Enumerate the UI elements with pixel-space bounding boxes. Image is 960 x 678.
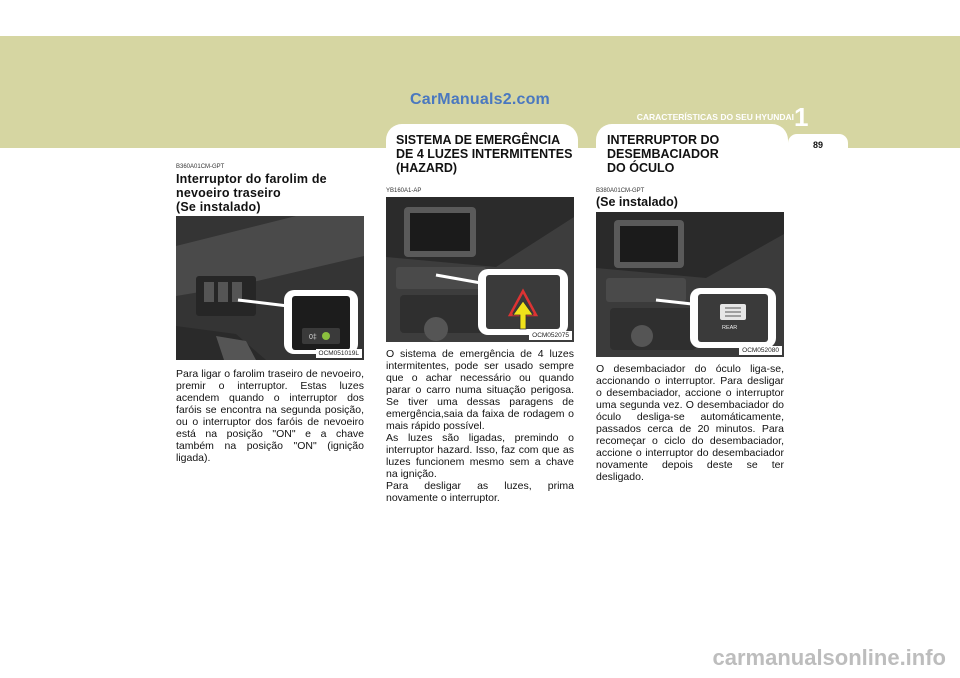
- watermark-top: CarManuals2.com: [410, 91, 550, 108]
- right-body-text: O desembaciador do óculo liga-se, accionando o interruptor. Para desligar o desembaciador, accione o interruptor uma segunda vez. O desembaciador do óculo desliga-se automáticamente, passados cerca de 20 minutos. Para recomeçar o ciclo do desembaciador, accione o interruptor do desembaciador novamente depois deste se ter desligado.: [596, 363, 784, 483]
- left-code: B360A01CM-GPT: [176, 164, 225, 170]
- page-tab: [788, 134, 848, 156]
- middle-photo: [386, 197, 574, 342]
- left-heading: Interruptor do farolim de nevoeiro traseiro (Se instalado): [176, 172, 327, 214]
- right-heading: (Se instalado): [596, 195, 678, 209]
- middle-code: YB160A1-AP: [386, 188, 422, 194]
- page-number: 89: [812, 140, 823, 150]
- chapter-title: CARACTERÍSTICAS DO SEU HYUNDAI: [636, 112, 794, 122]
- right-section-title: INTERRUPTOR DO DESEMBACIADOR DO ÓCULO: [607, 133, 720, 175]
- middle-photo-code: OCM052075: [529, 331, 572, 340]
- right-code: B380A01CM-GPT: [596, 188, 645, 194]
- svg-text:REAR: REAR: [722, 325, 738, 331]
- chapter-number: 1: [794, 102, 809, 132]
- left-photo-code: OCM051019L: [316, 349, 362, 358]
- svg-text:0‡: 0‡: [309, 334, 317, 341]
- right-photo-code: OCM052080: [739, 346, 782, 355]
- right-photo: [596, 212, 784, 357]
- middle-body-text: O sistema de emergência de 4 luzes intermitentes, pode ser usado sempre que o achar necessário ou quando parar o carro numa situação perigosa. Se tiver uma dessas paragens de emergência,saia da faixa de rodagem o mais rápido possível. As luzes são ligadas, premindo o interruptor hazard. Isso, faz com que as luzes funcionem mesmo sem a chave na ignição. Para desligar as luzes, prima novamente o interruptor.: [386, 348, 574, 504]
- hazard-switch-illustration: [386, 197, 574, 342]
- defroster-switch-illustration: [596, 212, 784, 357]
- watermark-bottom: carmanualsonline.info: [712, 645, 946, 670]
- middle-section-title: SISTEMA DE EMERGÊNCIA DE 4 LUZES INTERMITENTES (HAZARD): [396, 133, 573, 175]
- left-body-text: Para ligar o farolim traseiro de nevoeiro, premir o interruptor. Estas luzes acendem quando o interruptor dos faróis se encontra na segunda posição, ou o interruptor dos faróis de nevoeiro está na posição "ON" e a chave também na posição "ON" (ignição ligada).: [176, 368, 364, 464]
- left-photo: [176, 216, 364, 360]
- fog-switch-illustration: [176, 216, 364, 360]
